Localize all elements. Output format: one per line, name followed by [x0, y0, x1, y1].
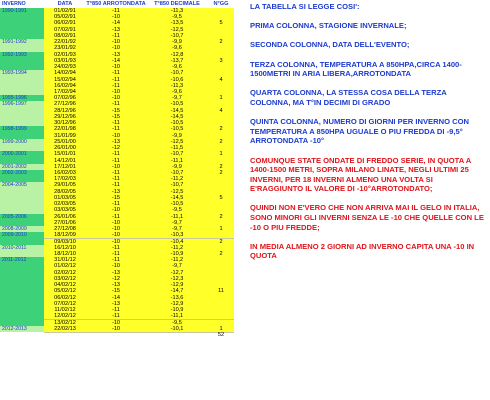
decimal-temp-cell: -10,5 — [146, 201, 208, 208]
day-count-cell: 3 — [208, 58, 234, 65]
date-cell — [44, 332, 86, 338]
decimal-temp-cell: -10,7 — [146, 151, 208, 158]
decimal-temp-cell: -11,1 — [146, 158, 208, 165]
rounded-temp-cell: -10 — [86, 89, 146, 96]
date-cell: 31/01/12 — [44, 257, 86, 264]
date-cell: 22/01/92 — [44, 39, 86, 46]
note-col5: QUINTA COLONNA, NUMERO DI GIORNI PER INVERNO CON TEMPERATURA A 850HPA UGUALE O PIU FREDDA DI -9,5° ARROTONDATA -10° — [250, 117, 469, 146]
decimal-temp-cell: -9,7 — [146, 95, 208, 102]
day-count-cell: 11 — [208, 288, 234, 295]
decimal-temp-cell: -12,7 — [146, 270, 208, 277]
header-day-count: N°GG — [213, 1, 229, 7]
decimal-temp-cell: -12,8 — [146, 52, 208, 59]
decimal-temp-cell: -13,7 — [146, 58, 208, 65]
date-cell: 27/12/96 — [44, 101, 86, 108]
season-cell: 2010-2011 — [2, 244, 27, 251]
season-cell: 1995-1996 — [2, 95, 27, 102]
decimal-temp-cell: -11,1 — [146, 313, 208, 320]
decimal-temp-cell: -10,5 — [146, 120, 208, 127]
season-cell: 1990-1991 — [2, 8, 27, 14]
date-cell: 18/12/09 — [44, 232, 86, 239]
date-cell: 28/12/96 — [44, 108, 86, 115]
rounded-temp-cell: -11 — [86, 158, 146, 165]
rounded-temp-cell: -13 — [86, 27, 146, 34]
rounded-temp-cell: -11 — [86, 70, 146, 77]
decimal-temp-cell: -11,3 — [146, 83, 208, 90]
rounded-temp-cell: -11 — [86, 245, 146, 252]
day-count-cell: 2 — [208, 126, 234, 133]
date-cell: 05/02/12 — [44, 288, 86, 295]
date-cell: 06/02/91 — [44, 20, 86, 27]
day-count-cell: 2 — [208, 39, 234, 46]
date-cell: 05/02/91 — [44, 14, 86, 21]
rounded-temp-cell: -13 — [86, 282, 146, 289]
header-season: INVERNO — [2, 1, 26, 7]
decimal-temp-cell: -10,7 — [146, 33, 208, 40]
decimal-temp-cell: -9,9 — [146, 133, 208, 140]
rounded-temp-cell: -13 — [86, 270, 146, 277]
day-count-cell: 1 — [208, 95, 234, 102]
header-date: DATA — [57, 1, 73, 7]
season-cell: 2011-2012 — [2, 257, 27, 264]
decimal-temp-cell: -11,1 — [146, 214, 208, 221]
date-cell: 03/01/93 — [44, 58, 86, 65]
date-cell: 08/02/91 — [44, 33, 86, 40]
season-cell: 1996-1997 — [2, 101, 27, 108]
rounded-temp-cell: -10 — [86, 226, 146, 233]
rounded-temp-cell: -10 — [86, 133, 146, 140]
decimal-temp-cell: -10,7 — [146, 170, 208, 177]
decimal-temp-cell: -14,5 — [146, 195, 208, 202]
date-cell: 15/02/94 — [44, 77, 86, 84]
decimal-temp-cell: -9,9 — [146, 164, 208, 171]
rounded-temp-cell: -10 — [86, 64, 146, 71]
decimal-temp-cell: -14,7 — [146, 288, 208, 295]
date-cell: 30/12/96 — [44, 120, 86, 127]
date-cell: 02/01/93 — [44, 52, 86, 59]
decimal-temp-cell: -10,1 — [146, 326, 208, 333]
date-cell: 06/02/12 — [44, 295, 86, 302]
date-cell: 31/01/99 — [44, 133, 86, 140]
note-intro: LA TABELLA SI LEGGE COSI': — [250, 2, 360, 11]
day-count-cell: 2 — [208, 214, 234, 221]
rounded-temp-cell: -10 — [86, 45, 146, 52]
rounded-temp-cell: -11 — [86, 101, 146, 108]
decimal-temp-cell: -12,9 — [146, 282, 208, 289]
decimal-temp-cell: -9,7 — [146, 226, 208, 233]
rounded-temp-cell: -13 — [86, 301, 146, 308]
season-cell: 2004-2005 — [2, 182, 27, 189]
season-cell: 1998-1999 — [2, 126, 27, 133]
decimal-temp-cell: -9,6 — [146, 45, 208, 52]
rounded-temp-cell: -10 — [86, 232, 146, 239]
date-cell: 17/02/94 — [44, 89, 86, 96]
season-cell: 1992-1993 — [2, 51, 27, 58]
date-cell: 22/01/98 — [44, 126, 86, 133]
rounded-temp-cell: -10 — [86, 263, 146, 270]
date-cell: 23/01/92 — [44, 45, 86, 52]
date-cell: 01/02/12 — [44, 263, 86, 270]
day-count-cell: 5 — [208, 20, 234, 27]
header-decimal-temp: T°850 DECIMALE — [154, 1, 200, 7]
rounded-temp-cell: -11 — [86, 8, 146, 15]
rounded-temp-cell: -11 — [86, 170, 146, 177]
date-cell: 04/02/12 — [44, 282, 86, 289]
rounded-temp-cell: -11 — [86, 313, 146, 320]
day-count-cell: 2 — [208, 139, 234, 146]
date-cell: 02/02/12 — [44, 270, 86, 277]
decimal-temp-cell: -13,6 — [146, 295, 208, 302]
date-cell: 16/12/10 — [44, 245, 86, 252]
decimal-temp-cell: -11,5 — [146, 145, 208, 152]
decimal-temp-cell: -14,5 — [146, 114, 208, 121]
rounded-temp-cell — [86, 332, 146, 338]
rounded-temp-cell: -11 — [86, 251, 146, 258]
table-header — [0, 0, 234, 8]
season-cell: 1999-2000 — [2, 138, 27, 145]
date-cell: 17/02/03 — [44, 176, 86, 183]
rounded-temp-cell: -10 — [86, 326, 146, 333]
rounded-temp-cell: -11 — [86, 176, 146, 183]
day-count-cell: 2 — [208, 164, 234, 171]
decimal-temp-cell: -9,7 — [146, 263, 208, 270]
date-cell: 26/01/00 — [44, 145, 86, 152]
rounded-temp-cell: -14 — [86, 58, 146, 65]
date-cell: 02/03/05 — [44, 201, 86, 208]
decimal-temp-cell: -10,9 — [146, 251, 208, 258]
decimal-temp-cell: -10,6 — [146, 77, 208, 84]
decimal-temp-cell: -11,2 — [146, 176, 208, 183]
decimal-temp-cell: -12,5 — [146, 27, 208, 34]
date-cell: 18/12/10 — [44, 251, 86, 258]
date-cell: 01/02/91 — [44, 8, 86, 15]
day-count-cell: 4 — [208, 77, 234, 84]
rounded-temp-cell: -11 — [86, 33, 146, 40]
decimal-temp-cell: -10,7 — [146, 70, 208, 77]
rounded-temp-cell: -15 — [86, 108, 146, 115]
season-cell: 2000-2001 — [2, 151, 27, 158]
decimal-temp-cell: -12,5 — [146, 189, 208, 196]
date-cell: 25/01/00 — [44, 139, 86, 146]
day-count-cell: 4 — [208, 108, 234, 115]
season-cell: 2005-2006 — [2, 213, 27, 220]
date-cell: 11/02/12 — [44, 307, 86, 314]
date-cell: 07/02/12 — [44, 301, 86, 308]
season-cell: 1991-1992 — [2, 39, 27, 46]
day-count-cell: 5 — [208, 195, 234, 202]
date-cell: 16/02/94 — [44, 83, 86, 90]
decimal-temp-cell — [146, 332, 208, 338]
rounded-temp-cell: -10 — [86, 95, 146, 102]
date-cell: 27/01/06 — [44, 220, 86, 227]
decimal-temp-cell: -9,5 — [146, 320, 208, 327]
date-cell: 03/03/05 — [44, 207, 86, 214]
date-cell: 29/01/05 — [44, 182, 86, 189]
decimal-temp-cell: -12,5 — [146, 139, 208, 146]
day-count-cell: 2 — [208, 239, 234, 246]
decimal-temp-cell: -10,7 — [146, 182, 208, 189]
rounded-temp-cell: -10 — [86, 39, 146, 46]
total-days-cell: 52 — [217, 331, 225, 338]
rounded-temp-cell: -11 — [86, 257, 146, 264]
date-cell: 13/02/12 — [44, 320, 86, 327]
season-cell: 1993-1994 — [2, 70, 27, 77]
decimal-temp-cell: -10,5 — [146, 101, 208, 108]
date-cell: 03/02/12 — [44, 276, 86, 283]
rounded-temp-cell: -11 — [86, 126, 146, 133]
decimal-temp-cell: -9,6 — [146, 64, 208, 71]
rounded-temp-cell: -11 — [86, 182, 146, 189]
rounded-temp-cell: -10 — [86, 207, 146, 214]
day-count-cell: 2 — [208, 251, 234, 258]
decimal-temp-cell: -10,4 — [146, 239, 208, 246]
rounded-temp-cell: -14 — [86, 295, 146, 302]
rounded-temp-cell: -15 — [86, 114, 146, 121]
note-col2: SECONDA COLONNA, DATA DELL'EVENTO; — [250, 40, 410, 50]
rounded-temp-cell: -11 — [86, 83, 146, 90]
header-rounded-temp: T°850 ARROTONDATA — [86, 1, 146, 7]
decimal-temp-cell: -14,5 — [146, 108, 208, 115]
note-conclusion: COMUNQUE STATE ONDATE DI FREDDO SERIE, IN QUOTA A 1400-1500 METRI, SOPRA MILANO LINATE, NEGLI ULTIMI 25 INVERNI, PER 18 INVERNI ALMENO UNA VOLTA SI E'RAGGIUNTO IL VALORE DI -10°ARROTONDATO; — [250, 155, 471, 194]
date-cell: 17/12/01 — [44, 164, 86, 171]
rounded-temp-cell: -15 — [86, 195, 146, 202]
season-cell: 2008-2009 — [2, 226, 27, 233]
decimal-temp-cell: -9,5 — [146, 207, 208, 214]
rounded-temp-cell: -10 — [86, 239, 146, 246]
rounded-temp-cell: -11 — [86, 201, 146, 208]
date-cell: 22/02/13 — [44, 326, 86, 333]
season-cell: 2009-2010 — [2, 232, 27, 239]
rounded-temp-cell: -12 — [86, 145, 146, 152]
day-count-cell: 1 — [208, 226, 234, 233]
date-cell: 29/12/96 — [44, 114, 86, 121]
rounded-temp-cell: -13 — [86, 189, 146, 196]
date-cell: 07/02/96 — [44, 95, 86, 102]
decimal-temp-cell: -9,5 — [146, 14, 208, 21]
date-cell: 14/02/94 — [44, 70, 86, 77]
season-cell: 2001-2002 — [2, 163, 27, 170]
note-average: IN MEDIA ALMENO 2 GIORNI AD INVERNO CAPITA UNA -10 IN QUOTA — [250, 241, 475, 261]
decimal-temp-cell: -11,2 — [146, 245, 208, 252]
season-cell: 2012-2013 — [2, 325, 27, 332]
decimal-temp-cell: -11,2 — [146, 257, 208, 264]
date-cell: 09/03/10 — [44, 239, 86, 246]
decimal-temp-cell: -11,3 — [146, 8, 208, 15]
date-cell: 28/02/05 — [44, 189, 86, 196]
rounded-temp-cell: -13 — [86, 52, 146, 59]
rounded-temp-cell: -15 — [86, 288, 146, 295]
rounded-temp-cell: -10 — [86, 320, 146, 327]
decimal-temp-cell: -9,7 — [146, 220, 208, 227]
rounded-temp-cell: -11 — [86, 214, 146, 221]
date-cell: 01/03/05 — [44, 195, 86, 202]
date-cell: 16/02/03 — [44, 170, 86, 177]
day-count-cell: 2 — [208, 170, 234, 177]
table-row — [0, 332, 234, 338]
rounded-temp-cell: -11 — [86, 307, 146, 314]
rounded-temp-cell: -12 — [86, 276, 146, 283]
rounded-temp-cell: -10 — [86, 220, 146, 227]
date-cell: 12/02/12 — [44, 313, 86, 320]
note-col3: TERZA COLONNA, TEMPERATURA A 850HPA,CIRCA 1400-1500METRI IN ARIA LIBERA,ARROTONDATA — [250, 59, 462, 79]
date-cell: 27/12/08 — [44, 226, 86, 233]
date-cell: 24/02/93 — [44, 64, 86, 71]
decimal-temp-cell: -9,9 — [146, 39, 208, 46]
rounded-temp-cell: -10 — [86, 164, 146, 171]
decimal-temp-cell: -12,9 — [146, 301, 208, 308]
decimal-temp-cell: -9,6 — [146, 89, 208, 96]
rounded-temp-cell: -10 — [86, 14, 146, 21]
date-cell: 14/12/01 — [44, 158, 86, 165]
season-cell: 2002-2003 — [2, 169, 27, 176]
date-cell: 07/02/91 — [44, 27, 86, 34]
rounded-temp-cell: -13 — [86, 139, 146, 146]
date-cell: 26/01/06 — [44, 214, 86, 221]
rounded-temp-cell: -14 — [86, 20, 146, 27]
note-col4: QUARTA COLONNA, LA STESSA COSA DELLA TERZA COLONNA, MA T°IN DECIMI DI GRADO — [250, 88, 447, 107]
season-cell — [0, 332, 44, 338]
day-count-cell: 1 — [208, 151, 234, 158]
rounded-temp-cell: -11 — [86, 151, 146, 158]
day-count-cell: 1 — [208, 326, 234, 333]
explanation-notes — [250, 2, 488, 261]
note-italy-frost: QUINDI NON E'VERO CHE NON ARRIVA MAI IL GELO IN ITALIA, SONO MINORI GLI INVERNI SENZA LE -10 CHE QUELLE CON LE -10 O PIU FREDDE; — [250, 203, 484, 232]
decimal-temp-cell: -12,3 — [146, 276, 208, 283]
decimal-temp-cell: -10,9 — [146, 307, 208, 314]
rounded-temp-cell: -11 — [86, 77, 146, 84]
decimal-temp-cell: -13,5 — [146, 20, 208, 27]
date-cell: 15/01/01 — [44, 151, 86, 158]
note-col1: PRIMA COLONNA, STAGIONE INVERNALE; — [250, 21, 407, 31]
rounded-temp-cell: -11 — [86, 120, 146, 127]
decimal-temp-cell: -10,3 — [146, 232, 208, 239]
decimal-temp-cell: -10,5 — [146, 126, 208, 133]
